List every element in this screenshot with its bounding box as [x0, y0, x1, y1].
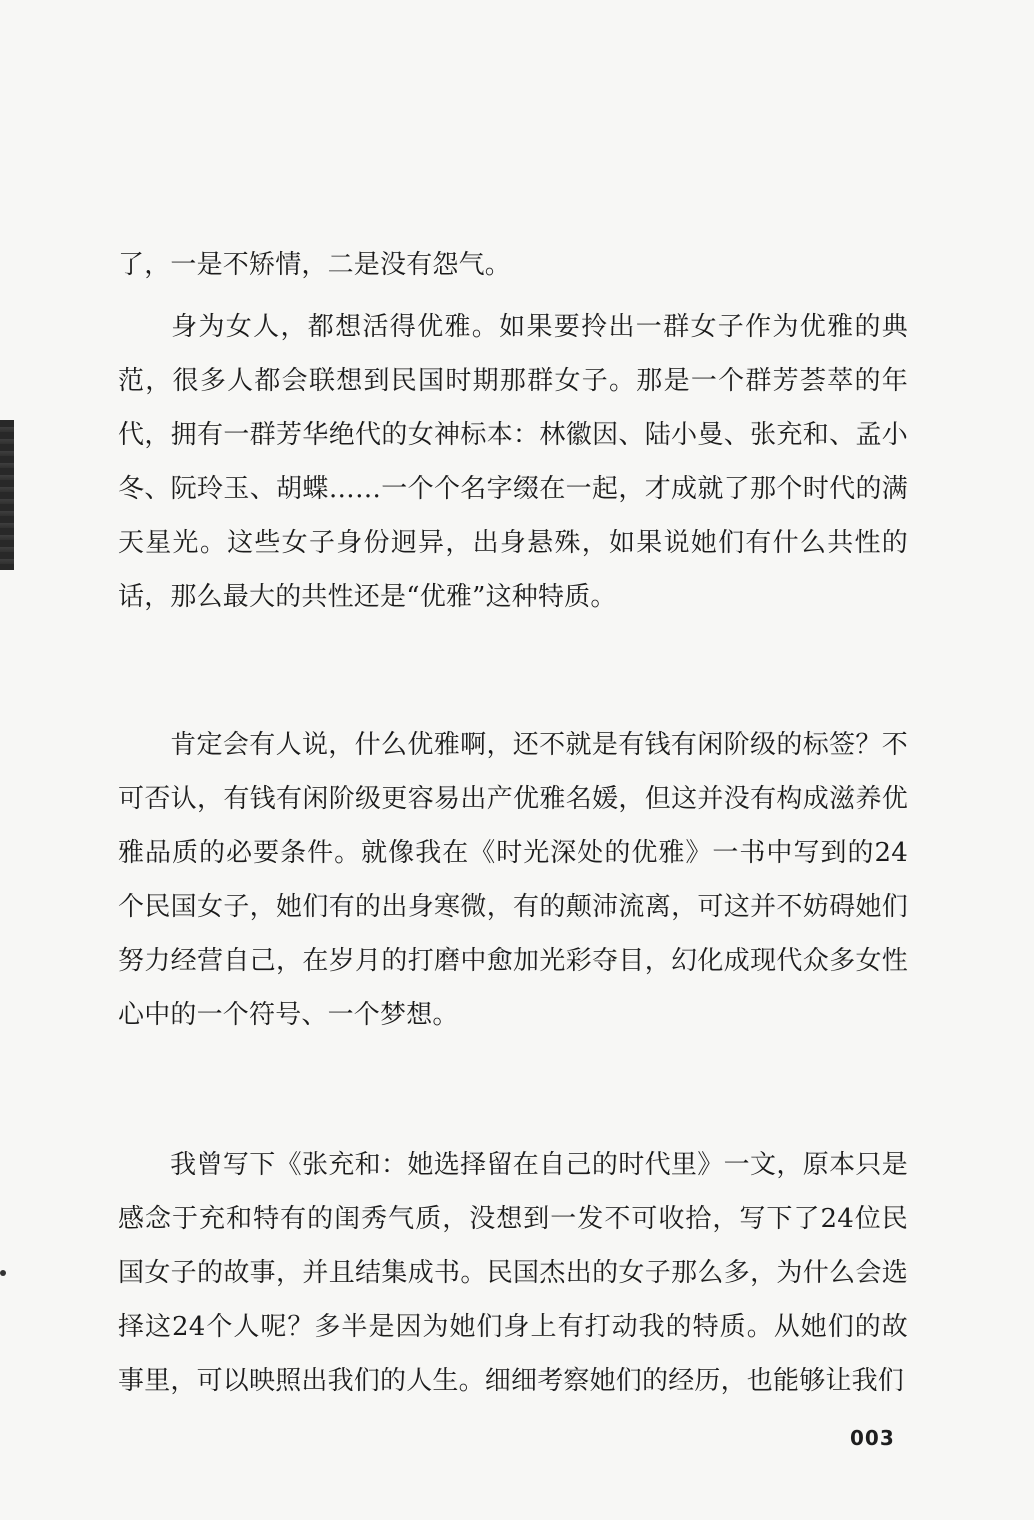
scan-speck: [0, 1270, 6, 1276]
scan-edge-shadow: [0, 420, 14, 570]
page-number: 003: [850, 1426, 895, 1450]
paragraph-elegance: 身为女人，都想活得优雅。如果要拎出一群女子作为优雅的典范，很多人都会联想到民国时期那群女子。那是一个群芳荟萃的年代，拥有一群芳华绝代的女神标本：林徽因、陆小曼、张充和、孟小冬、阮玲玉、胡蝶……一个个名字缀在一起，才成就了那个时代的满天星光。这些女子身份迥异，出身悬殊，如果说她们有什么共性的话，那么最大的共性还是“优雅”这种特质。: [118, 312, 908, 612]
paragraph-book: 我曾写下《张充和：她选择留在自己的时代里》一文，原本只是感念于充和特有的闺秀气质，没想到一发不可收拾，写下了24位民国女子的故事，并且结集成书。民国杰出的女子那么多，为什么会选择这24个人呢？多半是因为她们身上有打动我的特质。从她们的故事里，可以映照出我们的人生。细细考察她们的经历，也能够让我们: [118, 1150, 908, 1396]
paragraph-continuation: 了，一是不矫情，二是没有怨气。: [118, 250, 512, 280]
paragraph-wealth: 肯定会有人说，什么优雅啊，还不就是有钱有闲阶级的标签？不可否认，有钱有闲阶级更容易出产优雅名媛，但这并没有构成滋养优雅品质的必要条件。就像我在《时光深处的优雅》一书中写到的24个民国女子，她们有的出身寒微，有的颠沛流离，可这并不妨碍她们努力经营自己，在岁月的打磨中愈加光彩夺目，幻化成现代众多女性心中的一个符号、一个梦想。: [118, 730, 908, 1030]
